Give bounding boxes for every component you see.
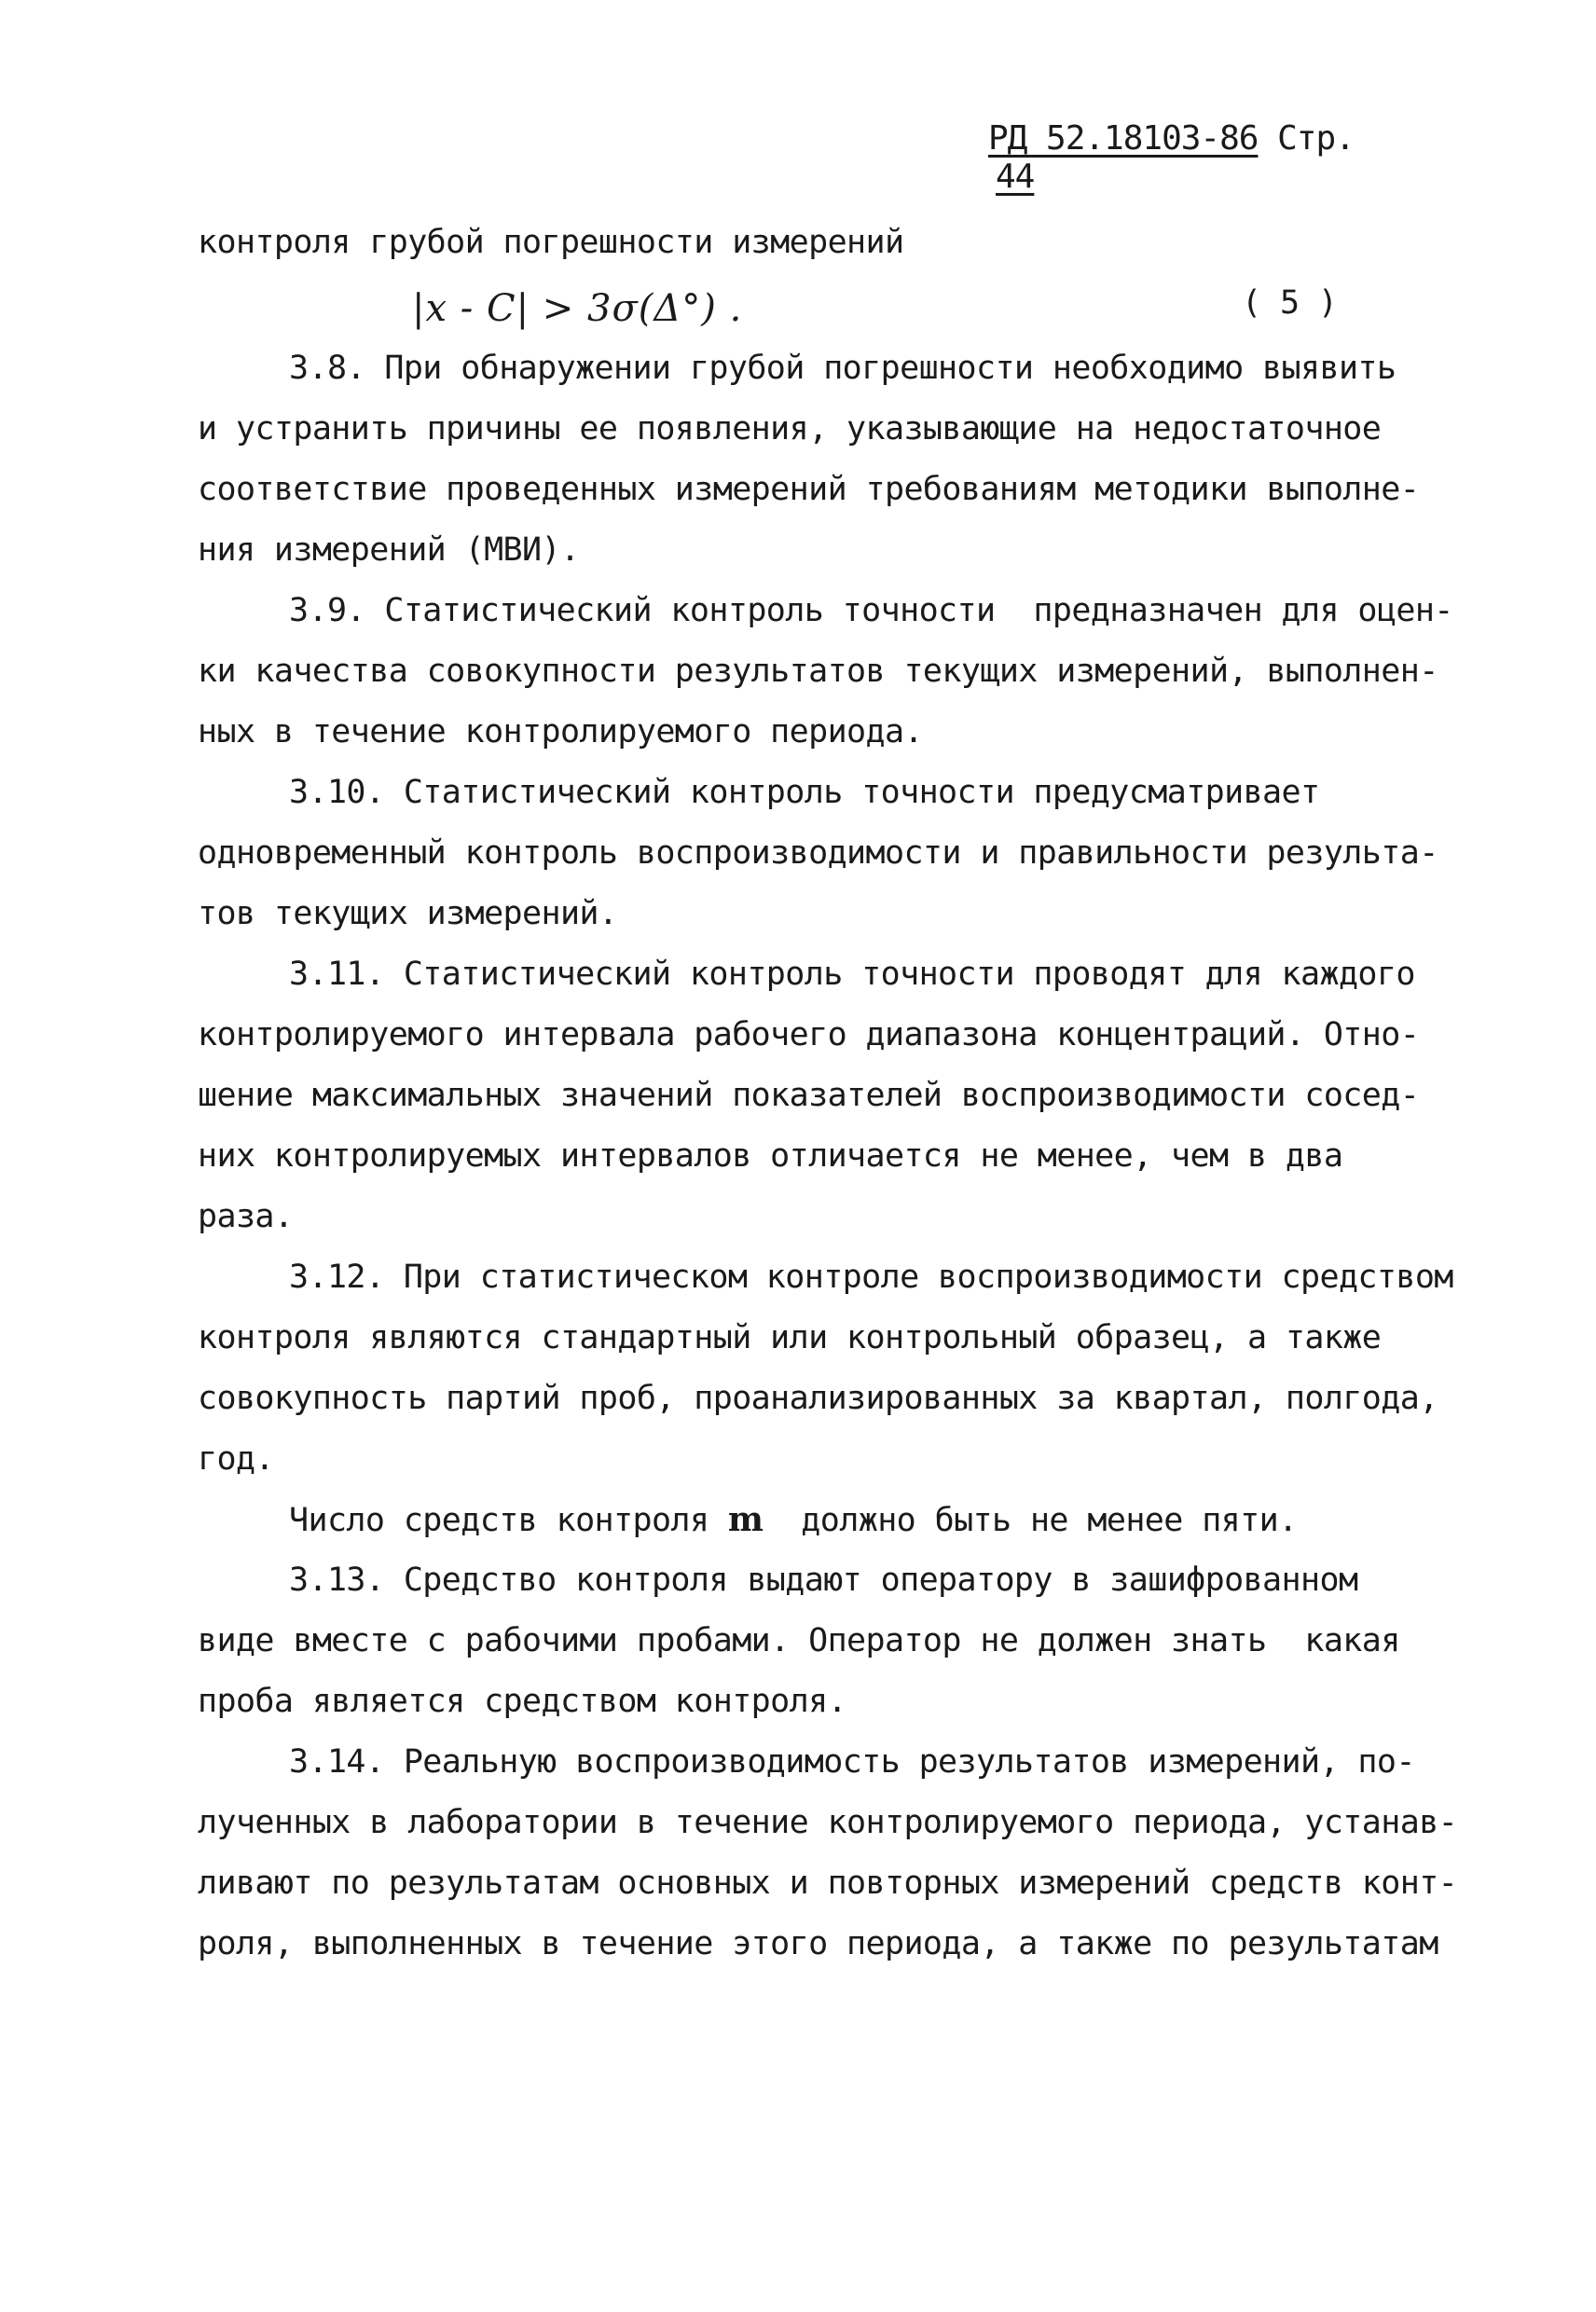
paragraph-line: тов текущих измерений. [198,895,618,932]
sentence-start: Число средств контроля [289,1502,728,1539]
m-symbol: m [727,1500,764,1539]
paragraph-3-12 [198,1247,1453,1490]
paragraph-line: контролируемого интервала рабочего диапазона концентраций. Отно- [198,1016,1420,1053]
paragraph-line: ки качества совокупности результатов текущих измерений, выполнен- [198,653,1438,690]
paragraph-line: 3.12. При статистическом контроле воспроизводимости средством [289,1259,1453,1296]
paragraph-line: ния измерений (МВИ). [198,531,580,569]
paragraph-3-9 [198,581,1453,763]
paragraph-line: 3.11. Статистический контроль точности проводят для каждого [289,956,1415,993]
paragraph-3-10 [198,763,1438,944]
control-count-sentence [198,1490,1438,1550]
page-number: 44 [996,158,1035,196]
paragraph-line: 3.13. Средство контроля выдают оператору в зашифрованном [289,1562,1358,1599]
paragraph-line: одновременный контроль воспроизводимости и правильности результа- [198,834,1438,872]
paragraph-line: 3.9. Статистический контроль точности предназначен для оцен- [289,592,1453,629]
paragraph-line: 3.14. Реальную воспроизводимость результатов измерений, по- [289,1743,1415,1781]
formula-row [198,273,1438,338]
paragraph-line: них контролируемых интервалов отличается не менее, чем в два [198,1137,1343,1175]
paragraph-line: роля, выполненных в течение этого периода, а также по результатам [198,1925,1438,1962]
page-label: Стр. [1277,119,1355,158]
page-header [988,119,1380,196]
paragraph-line: лученных в лаборатории в течение контролируемого периода, устанав- [198,1804,1458,1841]
body-text [198,213,1458,1975]
formula-number: ( 5 ) [1242,284,1338,322]
paragraph-line: совокупность партий проб, проанализированных за квартал, полгода, [198,1380,1438,1417]
paragraph-line: контроля являются стандартный или контрольный образец, а также [198,1319,1382,1356]
paragraph-line: соответствие проведенных измерений требованиям методики выполне- [198,471,1420,508]
paragraph-3-14 [198,1732,1458,1975]
paragraph-3-8 [198,338,1438,581]
paragraph-line: 3.8. При обнаружении грубой погрешности необходимо выявить [289,350,1396,387]
formula: |x - C| > 3σ(Δ°) . [412,287,743,330]
paragraph-line: проба является средством контроля. [198,1683,847,1720]
paragraph-line: год. [198,1440,274,1478]
paragraph-3-11 [198,944,1438,1247]
paragraph-line: и устранить причины ее появления, указывающие на недостаточное [198,410,1382,447]
paragraph-line: ных в течение контролируемого периода. [198,713,923,750]
intro-line: контроля грубой погрешности измерений [198,224,904,261]
paragraph-3-13 [198,1550,1438,1732]
document-code: РД 52.18103-86 [988,119,1259,158]
paragraph-line: ливают по результатам основных и повторных измерений средств конт- [198,1865,1458,1902]
paragraph-line: виде вместе с рабочими пробами. Оператор не должен знать какая [198,1622,1400,1659]
paragraph-line: 3.10. Статистический контроль точности предусматривает [289,774,1320,811]
paragraph-line: раза. [198,1198,294,1235]
sentence-end: должно быть не менее пяти. [763,1502,1298,1539]
paragraph-line: шение максимальных значений показателей воспроизводимости сосед- [198,1077,1420,1114]
